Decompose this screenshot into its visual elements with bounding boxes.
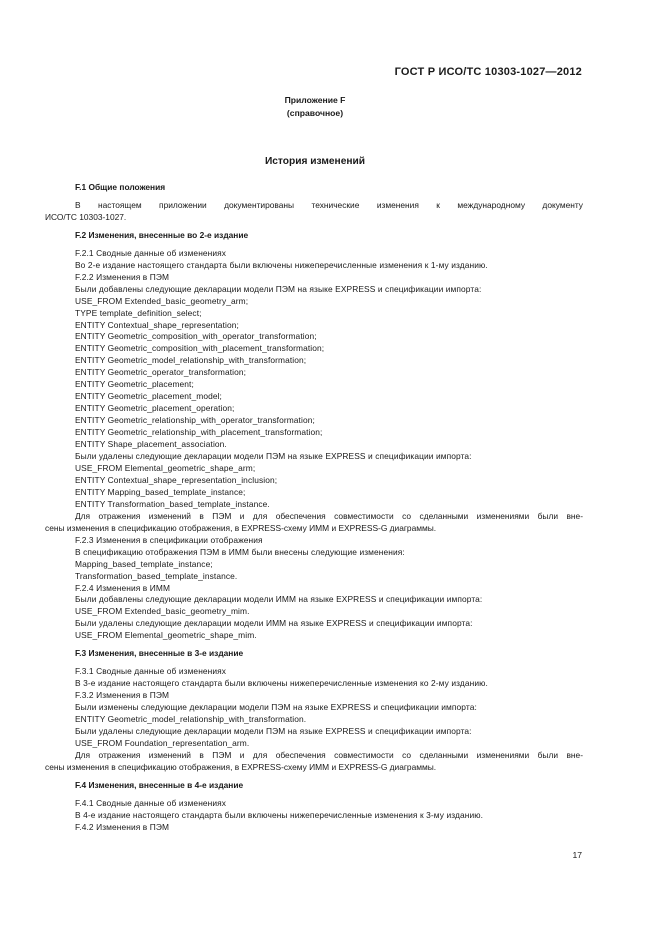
text-line: ENTITY Mapping_based_template_instance;: [75, 486, 246, 497]
text-line: USE_FROM Elemental_geometric_shape_mim.: [75, 630, 257, 641]
text-line: ENTITY Geometric_model_relationship_with_transformation.: [75, 714, 307, 725]
text-line: F.4.1 Сводные данные об изменениях: [75, 797, 227, 808]
text-line: Были добавлены следующие декларации модели ПЭМ на языке EXPRESS и спецификации импорта:: [75, 283, 482, 294]
paragraph-line: Для отражения изменений в ПЭМ и для обеспечения совместимости со сделанными изменениями были вне-: [75, 510, 583, 521]
text-line: ENTITY Contextual_shape_representation;: [75, 319, 239, 330]
section-heading-f2: F.2 Изменения, внесенные во 2-е издание: [75, 229, 249, 240]
paragraph-line: В настоящем приложении документированы технические изменения к международному документу: [75, 199, 583, 210]
text-line: В 4-е издание настоящего стандарта были включены нижеперечисленные изменения к 3-му изданию.: [75, 809, 484, 820]
text-line: ENTITY Geometric_composition_with_operator_transformation;: [75, 331, 317, 342]
text-line: ENTITY Geometric_placement;: [75, 379, 194, 390]
section-f3-lines: [45, 666, 583, 750]
text-line: F.2.1 Сводные данные об изменениях: [75, 247, 227, 258]
text-line: ENTITY Geometric_composition_with_placement_transformation;: [75, 343, 325, 354]
text-line: Были удалены следующие декларации модели ПЭМ на языке EXPRESS и спецификации импорта:: [75, 451, 472, 462]
page-title: История изменений: [264, 156, 366, 167]
text-line: ENTITY Geometric_operator_transformation;: [75, 367, 247, 378]
section-heading-f1: F.1 Общие положения: [75, 182, 166, 192]
paragraph-line: ИСО/ТС 10303-1027.: [45, 211, 127, 222]
standard-header: ГОСТ Р ИСО/ТС 10303-1027—2012: [394, 66, 582, 78]
text-line: F.2.2 Изменения в ПЭМ: [75, 271, 170, 282]
text-line: Были удалены следующие декларации модели ПЭМ на языке EXPRESS и спецификации импорта:: [75, 725, 472, 736]
section-f2-lines-b: [45, 535, 583, 643]
page-number: 17: [572, 850, 582, 860]
text-line: ENTITY Geometric_relationship_with_placement_transformation;: [75, 427, 323, 438]
section-heading-f3: F.3 Изменения, внесенные в 3-е издание: [75, 648, 244, 659]
text-line: ENTITY Geometric_model_relationship_with_transformation;: [75, 355, 307, 366]
text-line: ENTITY Shape_placement_association.: [75, 439, 227, 450]
text-line: ENTITY Transformation_based_template_instance.: [75, 498, 270, 509]
text-line: В спецификацию отображения ПЭМ в ИММ были внесены следующие изменения:: [75, 546, 405, 557]
text-line: Были добавлены следующие декларации модели ИММ на языке EXPRESS и спецификации импорта:: [75, 594, 483, 605]
text-line: F.3.2 Изменения в ПЭМ: [75, 690, 170, 701]
text-line: ENTITY Geometric_relationship_with_operator_transformation;: [75, 415, 315, 426]
text-line: F.4.2 Изменения в ПЭМ: [75, 821, 170, 832]
appendix-label: [0, 94, 630, 120]
text-line: TYPE template_definition_select;: [75, 307, 202, 318]
text-line: Были изменены следующие декларации модели ПЭМ на языке EXPRESS и спецификации импорта:: [75, 702, 477, 713]
appendix-title: Приложение F: [284, 95, 346, 105]
text-line: USE_FROM Extended_basic_geometry_arm;: [75, 295, 249, 306]
text-line: Transformation_based_template_instance.: [75, 570, 238, 581]
paragraph-line: Для отражения изменений в ПЭМ и для обеспечения совместимости со сделанными изменениями были вне-: [75, 749, 583, 760]
paragraph-line: сены изменения в спецификацию отображения, в EXPRESS-схему ИММ и EXPRESS-G диаграммы.: [45, 761, 437, 772]
appendix-subtitle: (справочное): [286, 108, 344, 118]
text-line: F.2.4 Изменения в ИММ: [75, 582, 171, 593]
text-line: Во 2-е издание настоящего стандарта были включены нижеперечисленные изменения к 1-му изданию.: [75, 259, 488, 270]
text-line: ENTITY Contextual_shape_representation_inclusion;: [75, 474, 278, 485]
text-line: F.2.3 Изменения в спецификации отображения: [75, 534, 263, 545]
text-line: Mapping_based_template_instance;: [75, 558, 213, 569]
section-f2-lines: [45, 248, 583, 511]
document-body: [45, 182, 583, 834]
text-line: USE_FROM Foundation_representation_arm.: [75, 737, 250, 748]
text-line: ENTITY Geometric_placement_model;: [75, 391, 222, 402]
text-line: ENTITY Geometric_placement_operation;: [75, 403, 235, 414]
text-line: В 3-е издание настоящего стандарта были включены нижеперечисленные изменения ко 2-му изданию.: [75, 678, 488, 689]
section-heading-f4: F.4 Изменения, внесенные в 4-е издание: [75, 779, 244, 790]
paragraph-line: сены изменения в спецификацию отображения, в EXPRESS-схему ИММ и EXPRESS-G диаграммы.: [45, 522, 437, 533]
text-line: F.3.1 Сводные данные об изменениях: [75, 666, 227, 677]
text-line: Были удалены следующие декларации модели ИММ на языке EXPRESS и спецификации импорта:: [75, 618, 473, 629]
text-line: USE_FROM Elemental_geometric_shape_arm;: [75, 462, 256, 473]
section-f4-lines: [45, 798, 583, 834]
text-line: USE_FROM Extended_basic_geometry_mim.: [75, 606, 250, 617]
